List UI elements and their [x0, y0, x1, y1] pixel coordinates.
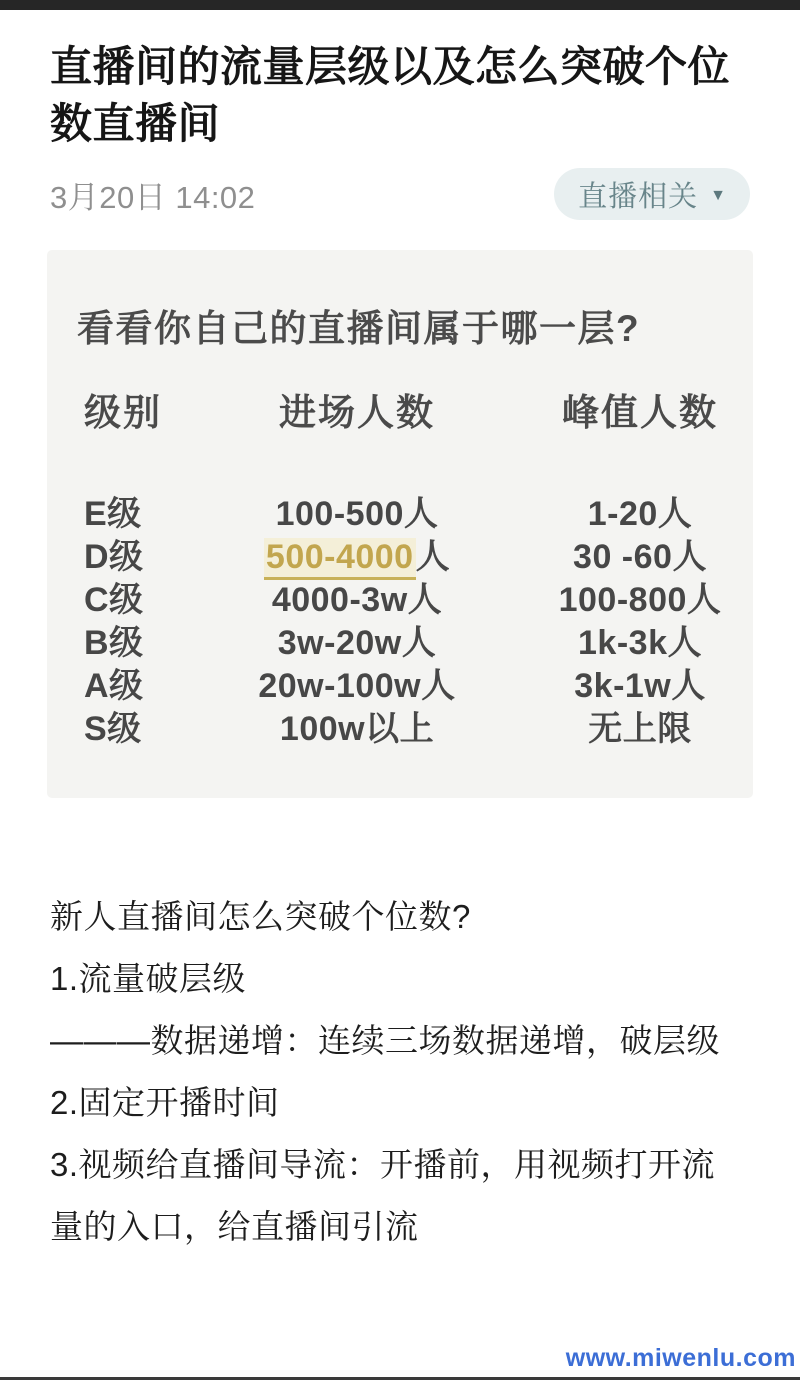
level-cell: B级 — [84, 624, 144, 662]
table-header-row — [47, 389, 753, 437]
level-cell: D级 — [84, 538, 144, 576]
chevron-down-icon: ▼ — [710, 186, 726, 204]
article-body — [50, 886, 750, 1258]
meta-row — [50, 168, 750, 220]
level-table — [47, 389, 753, 751]
image-heading: 看看你自己的直播间属于哪一层? — [77, 308, 641, 349]
category-tag-dropdown[interactable] — [554, 168, 750, 220]
peak-cell: 1k-3k人 — [578, 624, 702, 662]
table-body — [47, 493, 753, 751]
column-header-entering: 进场人数 — [279, 392, 435, 433]
body-question: 新人直播间怎么突破个位数? — [50, 898, 471, 935]
table-row — [47, 493, 753, 536]
body-point-3: 3.视频给直播间导流：开播前，用视频打开流量的入口，给直播间引流 — [50, 1146, 716, 1245]
post-date: 3月20日 14:02 — [50, 179, 256, 215]
peak-cell: 30 -60人 — [573, 538, 707, 576]
article-page — [0, 38, 800, 1258]
level-cell: A级 — [84, 667, 144, 705]
table-row — [47, 708, 753, 751]
entering-suffix: 人 — [415, 538, 451, 576]
entering-cell: 20w-100w人 — [258, 667, 456, 705]
peak-cell: 100-800人 — [558, 581, 722, 619]
top-bar — [0, 0, 800, 10]
table-row — [47, 579, 753, 622]
site-watermark: www.miwenlu.com — [565, 1344, 796, 1372]
level-cell: E级 — [84, 495, 142, 533]
level-cell: C级 — [84, 581, 144, 619]
table-row — [47, 665, 753, 708]
column-header-level: 级别 — [84, 392, 162, 433]
table-row — [47, 622, 753, 665]
body-point-2: 2.固定开播时间 — [50, 1084, 280, 1121]
level-cell: S级 — [84, 710, 142, 748]
entering-cell — [187, 536, 527, 579]
entering-cell: 100w以上 — [279, 710, 435, 748]
entering-cell: 3w-20w人 — [277, 624, 437, 662]
peak-cell: 3k-1w人 — [574, 667, 706, 705]
body-point-1: 1.流量破层级 — [50, 960, 247, 997]
embedded-image[interactable] — [47, 250, 753, 798]
peak-cell: 无上限 — [588, 710, 692, 748]
highlighted-range: 500-4000 — [264, 538, 416, 580]
body-point-1-detail: ———数据递增：连续三场数据递增，破层级 — [50, 1022, 720, 1059]
peak-cell: 1-20人 — [587, 495, 693, 533]
category-tag-label: 直播相关 — [578, 180, 699, 213]
table-row — [47, 536, 753, 579]
column-header-peak: 峰值人数 — [562, 392, 718, 433]
entering-cell: 4000-3w人 — [271, 581, 443, 619]
page-title: 直播间的流量层级以及怎么突破个位数直播间 — [50, 43, 731, 147]
entering-cell: 100-500人 — [275, 495, 439, 533]
